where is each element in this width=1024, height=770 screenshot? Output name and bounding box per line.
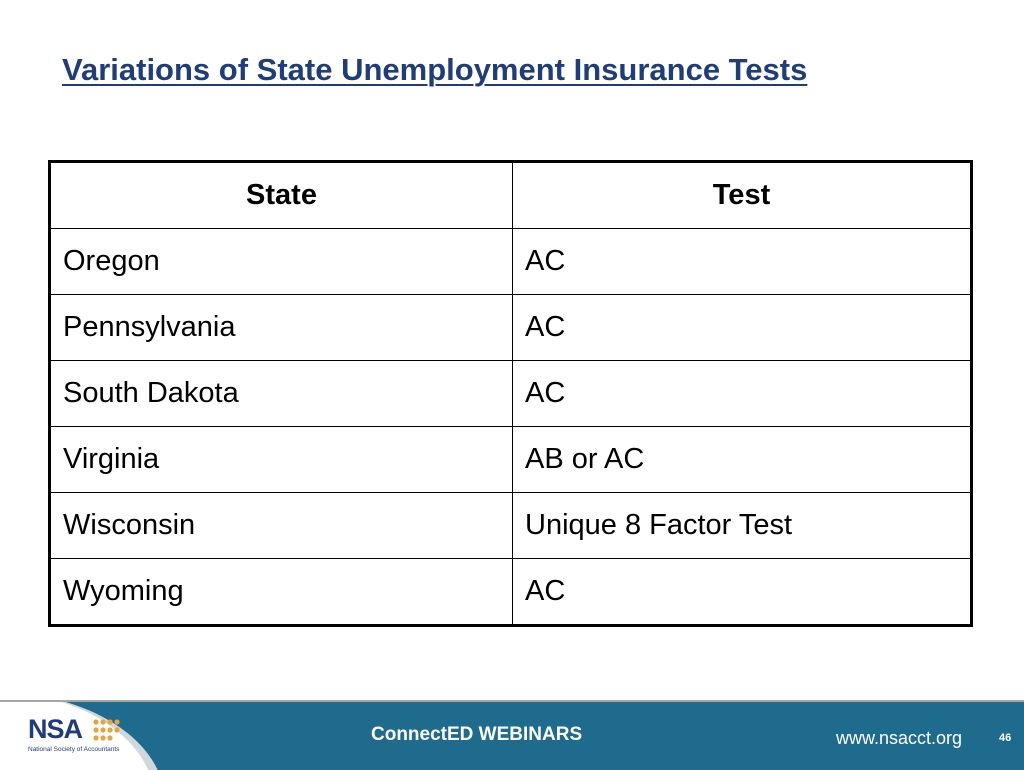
state-tests-table xyxy=(48,160,973,627)
table-header-row xyxy=(50,162,972,229)
table-row xyxy=(50,493,972,559)
table-row xyxy=(50,295,972,361)
logo-text: NSA xyxy=(28,714,83,744)
logo-subtitle: National Society of Accountants xyxy=(28,746,120,753)
table-row xyxy=(50,427,972,493)
cell-state: South Dakota xyxy=(50,361,513,427)
logo-dots-icon xyxy=(92,718,124,742)
cell-state: Pennsylvania xyxy=(50,295,513,361)
footer-bar xyxy=(0,700,1024,770)
page-number: 46 xyxy=(999,732,1012,744)
footer-webinars-label: ConnectED WEBINARS xyxy=(371,724,583,745)
nsa-logo xyxy=(28,714,158,764)
cell-state: Wisconsin xyxy=(50,493,513,559)
cell-test: Unique 8 Factor Test xyxy=(513,493,972,559)
header-state: State xyxy=(50,162,513,229)
cell-test: AC xyxy=(513,295,972,361)
table-row xyxy=(50,559,972,626)
cell-test: AC xyxy=(513,229,972,295)
table-row xyxy=(50,229,972,295)
header-test: Test xyxy=(513,162,972,229)
table-row xyxy=(50,361,972,427)
cell-test: AB or AC xyxy=(513,427,972,493)
cell-state: Oregon xyxy=(50,229,513,295)
cell-state: Wyoming xyxy=(50,559,513,626)
slide-title: Variations of State Unemployment Insurance Tests xyxy=(62,52,808,87)
footer-url: www.nsacct.org xyxy=(836,728,963,748)
cell-state: Virginia xyxy=(50,427,513,493)
cell-test: AC xyxy=(513,559,972,626)
cell-test: AC xyxy=(513,361,972,427)
